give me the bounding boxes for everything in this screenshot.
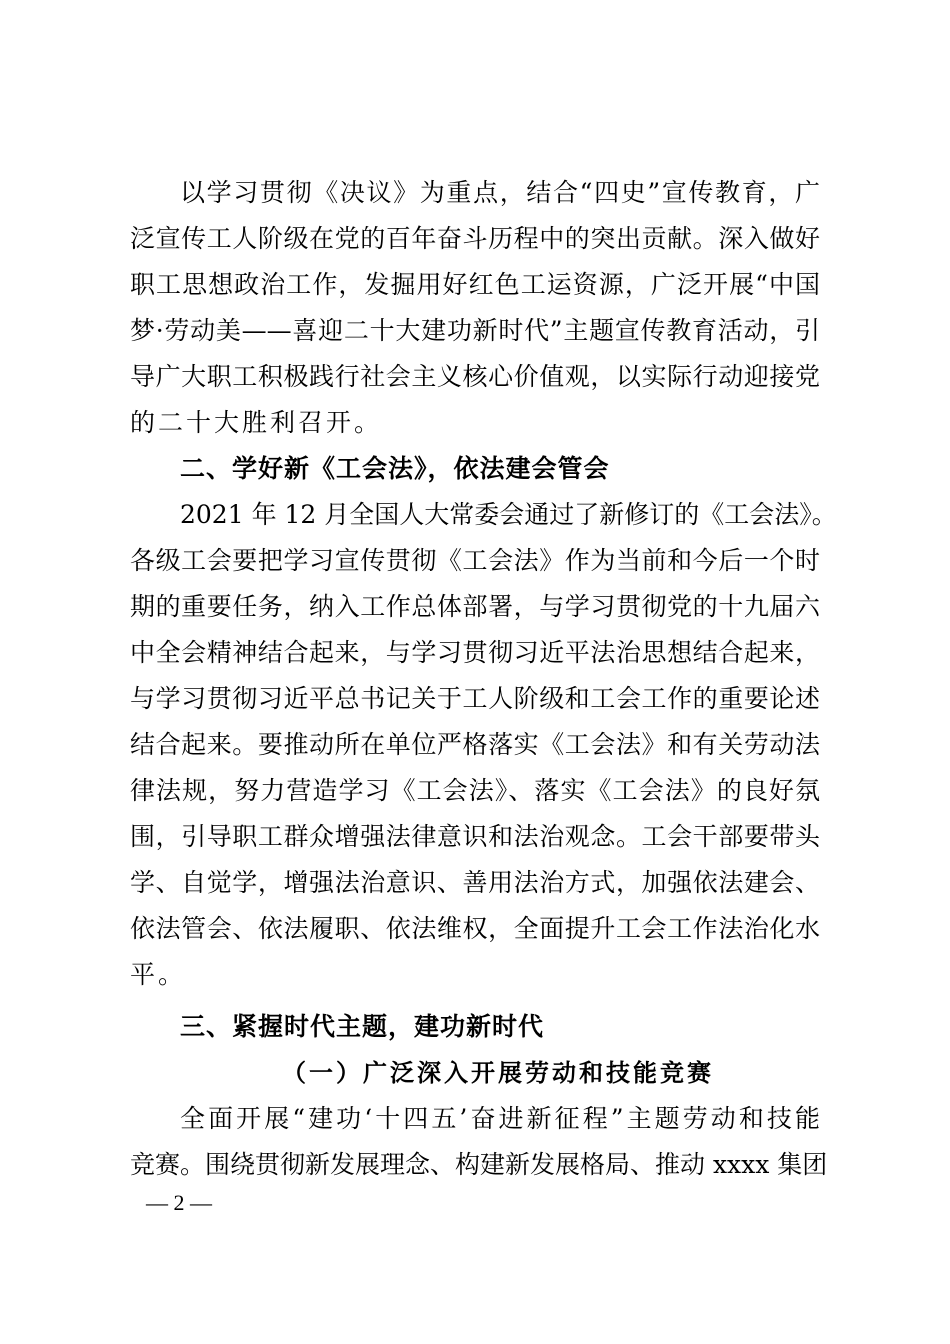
section-heading-2: 二、学好新《工会法》，依法建会管会 xyxy=(180,454,610,483)
section-heading-3: 三、紧握时代主题，建功新时代 xyxy=(180,1012,545,1041)
paragraph-1-line-3: 职工思想政治工作，发掘用好红色工运资源，广泛开展“中国 xyxy=(130,270,820,299)
paragraph-2-line-3: 期的重要任务，纳入工作总体部署，与学习贯彻党的十九届六 xyxy=(130,592,820,621)
paragraph-1-line-2: 泛宣传工人阶级在党的百年奋斗历程中的突出贡献。深入做好 xyxy=(130,224,820,253)
page-number: — 2 — xyxy=(146,1190,212,1215)
paragraph-2-line-1: 2021 年 12 月全国人大常委会通过了新修订的《工会法》。 xyxy=(180,500,837,529)
paragraph-1-line-1: 以学习贯彻《决议》为重点，结合“四史”宣传教育，广 xyxy=(180,178,820,207)
paragraph-2-line-4: 中全会精神结合起来，与学习贯彻习近平法治思想结合起来， xyxy=(130,638,820,667)
paragraph-2-line-10: 依法管会、依法履职、依法维权，全面提升工会工作法治化水 xyxy=(130,914,820,943)
paragraph-2-line-11: 平。 xyxy=(130,960,187,989)
subsection-heading-3-1: （一）广泛深入开展劳动和技能竞赛 xyxy=(282,1058,714,1087)
paragraph-3-line-1: 全面开展“建功‘十四五’奋进新征程”主题劳动和技能 xyxy=(180,1104,820,1133)
paragraph-2-line-6: 结合起来。要推动所在单位严格落实《工会法》和有关劳动法 xyxy=(130,730,820,759)
paragraph-2-line-2: 各级工会要把学习宣传贯彻《工会法》作为当前和今后一个时 xyxy=(130,546,820,575)
paragraph-2-line-7: 律法规，努力营造学习《工会法》、落实《工会法》的良好氛 xyxy=(130,776,820,805)
paragraph-2-line-8: 围，引导职工群众增强法律意识和法治观念。工会干部要带头 xyxy=(130,822,820,851)
paragraph-3-line-2: 竞赛。围绕贯彻新发展理念、构建新发展格局、推动 xxxx 集团 xyxy=(130,1150,828,1179)
paragraph-1-line-5: 导广大职工积极践行社会主义核心价值观，以实际行动迎接党 xyxy=(130,362,820,391)
paragraph-2-line-5: 与学习贯彻习近平总书记关于工人阶级和工会工作的重要论述 xyxy=(130,684,820,713)
paragraph-1-line-6: 的二十大胜利召开。 xyxy=(130,408,383,437)
paragraph-2-line-9: 学、自觉学，增强法治意识、善用法治方式，加强依法建会、 xyxy=(130,868,820,897)
paragraph-1-line-4: 梦·劳动美——喜迎二十大建功新时代”主题宣传教育活动，引 xyxy=(130,316,820,345)
